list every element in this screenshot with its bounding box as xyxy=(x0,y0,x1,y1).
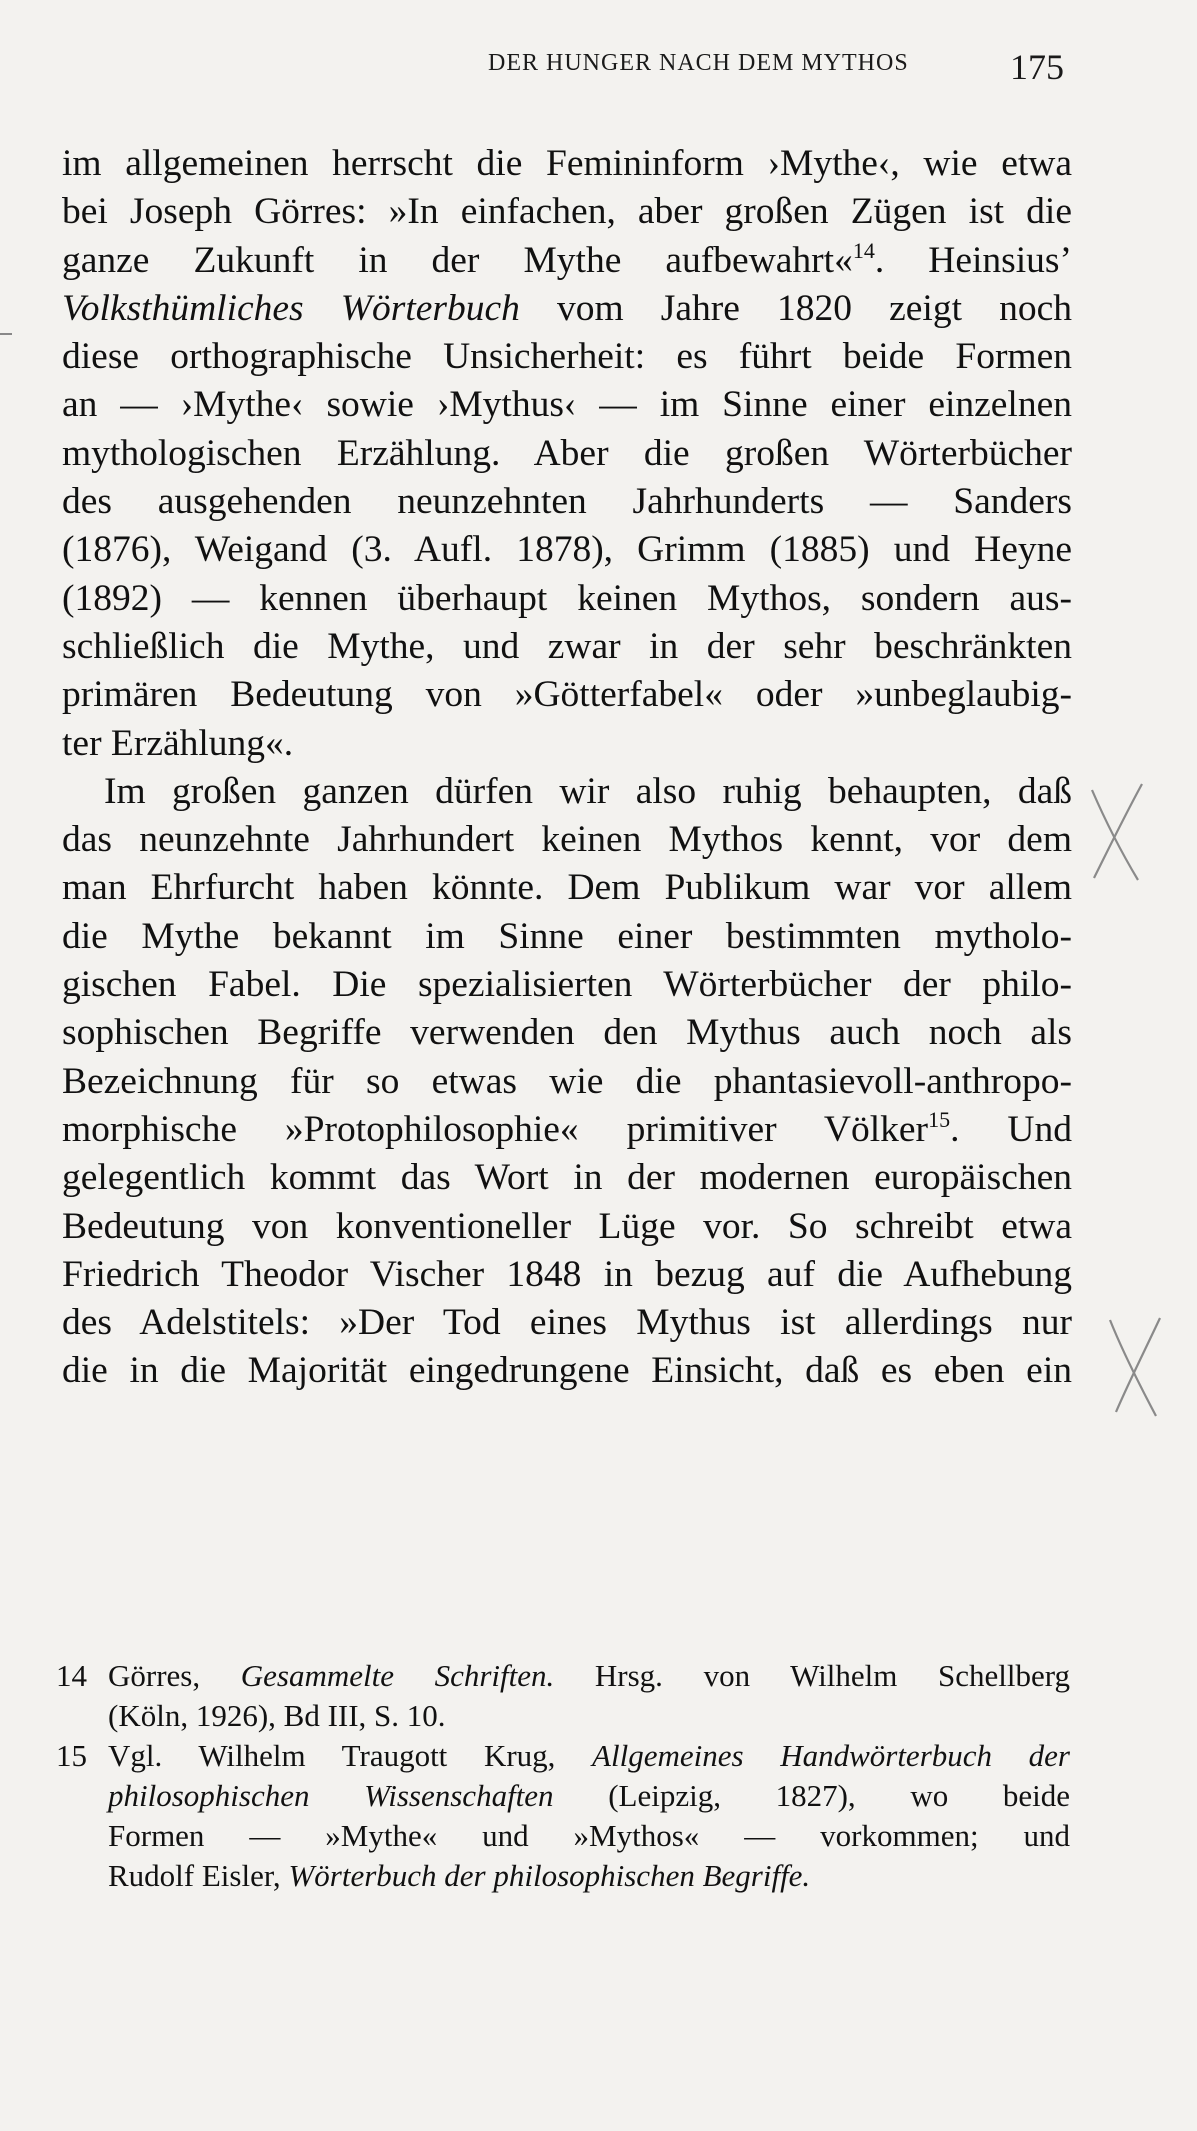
footnote-line: Formen — »Mythe« und »Mythos« — vorkommen; und xyxy=(108,1818,1070,1853)
pencil-x-mark xyxy=(1100,1312,1170,1422)
footnote-ref-14: 14 xyxy=(852,237,875,263)
text-segment: (Leipzig, 1827), wo beide xyxy=(553,1778,1070,1813)
text-line: Friedrich Theodor Vischer 1848 in bezug auf die Aufhebung xyxy=(62,1253,1072,1295)
text-line xyxy=(62,285,1072,333)
text-line: diese orthographische Unsicherheit: es führt beide Formen xyxy=(62,336,1072,378)
text-line: das neunzehnte Jahrhundert keinen Mythos kennt, vor dem xyxy=(62,819,1072,861)
text-line xyxy=(62,1106,1072,1154)
book-title: philosophischen Wissenschaften xyxy=(108,1778,554,1813)
footnote-number: 15 xyxy=(56,1738,87,1773)
text-line: (1876), Weigand (3. Aufl. 1878), Grimm (1885) und Heyne xyxy=(62,529,1072,571)
margin-mark xyxy=(0,333,12,335)
text-segment: vom Jahre 1820 zeigt noch xyxy=(519,287,1072,329)
footnotes xyxy=(56,1656,1070,1896)
text-line: Im großen ganzen dürfen wir also ruhig behaupten, daß xyxy=(104,770,1072,812)
text-line: gelegentlich kommt das Wort in der modernen europäischen xyxy=(62,1157,1072,1199)
footnote-line xyxy=(108,1656,1070,1696)
book-title: Wörterbuch der philosophischen Begriffe. xyxy=(288,1858,811,1893)
footnote-line xyxy=(108,1856,1070,1896)
text-line: bei Joseph Görres: »In einfachen, aber großen Zügen ist die xyxy=(62,191,1072,233)
footnote-ref-15: 15 xyxy=(928,1106,951,1132)
page-number: 175 xyxy=(1010,47,1064,87)
main-text xyxy=(62,140,1072,1396)
footnote-15 xyxy=(56,1736,1070,1896)
book-title: Gesammelte Schriften. xyxy=(240,1658,555,1693)
text-line: die in die Majorität eingedrungene Einsicht, daß es eben ein xyxy=(62,1350,1072,1392)
text-line: Bedeutung von konventioneller Lüge vor. So schreibt etwa xyxy=(62,1205,1072,1247)
text-segment: . Und xyxy=(950,1108,1072,1150)
footnote-number: 14 xyxy=(56,1658,87,1693)
footnote-14 xyxy=(56,1656,1070,1736)
paragraph-2 xyxy=(62,768,1072,1396)
text-line: die Mythe bekannt im Sinne einer bestimmten mytholo- xyxy=(62,915,1072,957)
text-segment: Rudolf Eisler, xyxy=(108,1858,289,1893)
text-line: gischen Fabel. Die spezialisierten Wörterbücher der philo- xyxy=(62,964,1072,1006)
footnote-line xyxy=(108,1736,1070,1776)
footnote-line xyxy=(108,1776,1070,1816)
text-line: schließlich die Mythe, und zwar in der sehr beschränkten xyxy=(62,625,1072,667)
text-segment: Hrsg. von Wilhelm Schellberg xyxy=(554,1658,1071,1693)
text-segment: ganze Zukunft in der Mythe aufbewahrt« xyxy=(62,239,853,281)
footnote-line: (Köln, 1926), Bd III, S. 10. xyxy=(108,1698,446,1733)
running-head: DER HUNGER NACH DEM MYTHOS xyxy=(488,50,909,76)
text-segment: . Heinsius’ xyxy=(874,239,1072,281)
text-line xyxy=(62,237,1072,285)
book-title: Volksthümliches Wörterbuch xyxy=(62,287,520,329)
text-line: ter Erzählung«. xyxy=(62,722,294,764)
text-line: an — ›Mythe‹ sowie ›Mythus‹ — im Sinne einer einzelnen xyxy=(62,384,1072,426)
text-line: primären Bedeutung von »Götterfabel« oder »unbeglaubig- xyxy=(62,674,1072,716)
text-line: (1892) — kennen überhaupt keinen Mythos, sondern aus- xyxy=(62,577,1072,619)
text-line: Bezeichnung für so etwas wie die phantasievoll-anthropo- xyxy=(62,1060,1072,1102)
text-line: sophischen Begriffe verwenden den Mythus auch noch als xyxy=(62,1012,1072,1054)
pencil-x-mark xyxy=(1080,780,1150,890)
paragraph-1 xyxy=(62,140,1072,768)
text-segment: Görres, xyxy=(108,1658,241,1693)
book-title: Allgemeines Handwörterbuch der xyxy=(592,1738,1070,1773)
text-line: im allgemeinen herrscht die Femininform ›Mythe‹, wie etwa xyxy=(62,143,1072,184)
text-line: mythologischen Erzählung. Aber die großen Wörterbücher xyxy=(62,432,1072,474)
text-line: des Adelstitels: »Der Tod eines Mythus ist allerdings nur xyxy=(62,1302,1072,1344)
text-segment: morphische »Protophilosophie« primitiver Völker xyxy=(62,1108,929,1150)
text-line: des ausgehenden neunzehnten Jahrhunderts — Sanders xyxy=(62,481,1072,523)
text-segment: Vgl. Wilhelm Traugott Krug, xyxy=(108,1738,593,1773)
text-line: man Ehrfurcht haben könnte. Dem Publikum war vor allem xyxy=(62,867,1072,909)
